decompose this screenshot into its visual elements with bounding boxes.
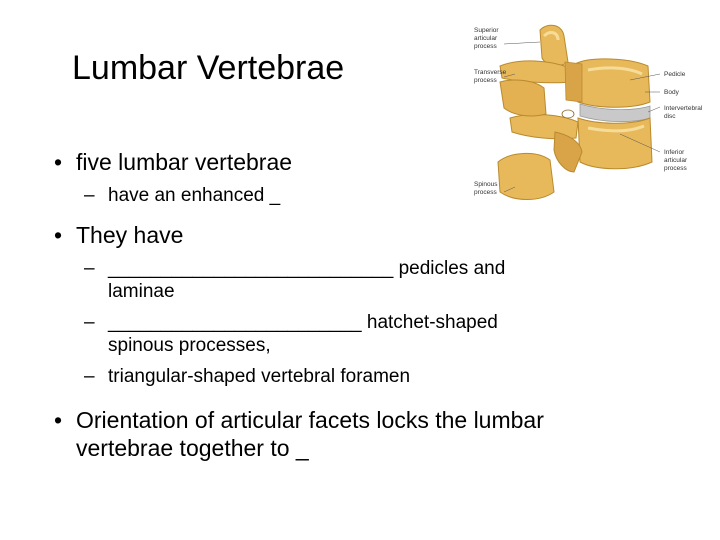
- sub-bullet-text: triangular-shaped vertebral foramen: [108, 366, 411, 387]
- bullet-text: They have: [76, 222, 184, 248]
- bullet-dot: •: [54, 149, 63, 175]
- pedicle: [565, 62, 582, 102]
- spinous-process: [498, 153, 554, 199]
- label-disc-2: disc: [664, 113, 676, 120]
- dash-marker: –: [84, 185, 95, 206]
- slide-title: Lumbar Vertebrae: [72, 49, 345, 87]
- label-transverse: Transverse: [474, 69, 507, 76]
- transverse-process: [500, 61, 570, 83]
- bullet-text: Orientation of articular facets locks the lumbar vertebrae together to _: [76, 407, 544, 461]
- sub-bullet-item: [48, 311, 568, 357]
- label-disc: Intervertebral: [664, 105, 703, 112]
- lumbar-vertebrae-illustration: [470, 22, 720, 210]
- sub-bullet-text: ___________________________ pedicles and laminae: [108, 258, 506, 302]
- label-inferior-2: articular: [664, 157, 688, 164]
- label-transverse-2: process: [474, 77, 497, 84]
- label-superior-articular: Superior: [474, 27, 499, 34]
- intervertebral-foramen: [562, 110, 574, 118]
- sub-bullet-text: ________________________ hatchet-shaped spinous processes,: [108, 312, 498, 356]
- bullet-item: [48, 221, 568, 249]
- inferior-articular-process: [554, 132, 582, 172]
- upper-vertebral-body: [575, 59, 650, 107]
- label-pedicle: Pedicle: [664, 71, 686, 78]
- label-inferior-3: process: [664, 165, 687, 172]
- bullet-item: [48, 406, 568, 462]
- label-body: Body: [664, 89, 679, 96]
- bullet-dot: •: [54, 407, 63, 433]
- dash-marker: –: [84, 312, 95, 333]
- sub-bullet-item: [48, 257, 568, 303]
- label-superior-articular-3: process: [474, 43, 497, 50]
- dash-marker: –: [84, 366, 95, 387]
- sub-bullet-text: have an enhanced _: [108, 185, 281, 206]
- superior-articular-process: [540, 25, 568, 65]
- label-spinous: Spinous: [474, 181, 498, 188]
- bullet-text: five lumbar vertebrae: [76, 149, 293, 175]
- label-inferior: Inferior: [664, 149, 685, 156]
- dash-marker: –: [84, 258, 95, 279]
- sub-bullet-item: [48, 365, 568, 388]
- label-spinous-2: process: [474, 189, 497, 196]
- bullet-dot: •: [54, 222, 63, 248]
- vertebrae-drawing: [470, 22, 720, 210]
- label-superior-articular-2: articular: [474, 35, 498, 42]
